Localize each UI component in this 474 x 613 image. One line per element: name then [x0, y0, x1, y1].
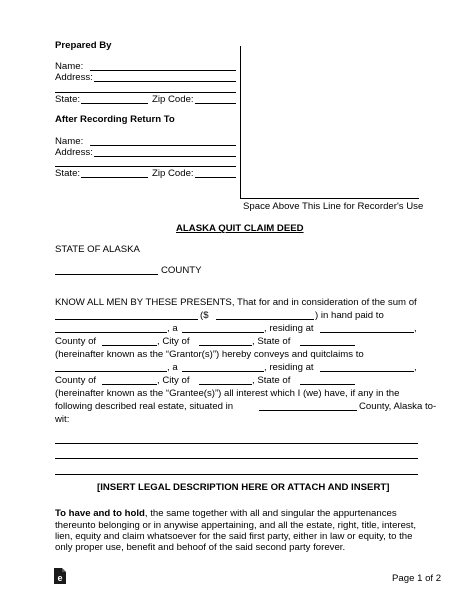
prepared-state-label: State: — [55, 94, 81, 105]
comma-2: , — [414, 362, 417, 373]
grantee-line: (hereinafter known as the “Grantee(s)”) all interest which I (we) have, if any in the — [55, 388, 400, 399]
grantee-status-field[interactable] — [182, 371, 264, 372]
prepared-name-field[interactable] — [90, 70, 236, 71]
description-line-1[interactable] — [55, 443, 418, 444]
a-label-2: , a — [167, 362, 178, 373]
prepared-by-heading: Prepared By — [55, 40, 112, 51]
grantor-city-field[interactable] — [199, 345, 252, 346]
comma-1: , — [414, 323, 417, 334]
return-zip-field[interactable] — [195, 177, 236, 178]
prepared-address-field[interactable] — [94, 81, 236, 82]
recorder-vertical-line — [240, 46, 241, 198]
return-address-line2[interactable] — [55, 166, 236, 167]
grantee-paid-name-field[interactable] — [55, 332, 167, 333]
recorder-horizontal-line — [240, 198, 419, 199]
grantee-county-field[interactable] — [102, 384, 157, 385]
prepared-address-line2[interactable] — [55, 92, 236, 93]
residing-label-2: , residing at — [264, 362, 314, 373]
dollar-close: ) in hand paid to — [315, 310, 384, 321]
grantee-name-field[interactable] — [55, 371, 167, 372]
property-county-field[interactable] — [259, 410, 357, 411]
eforms-logo-icon — [53, 567, 67, 585]
grantor-county-field[interactable] — [102, 345, 157, 346]
habendum-line-3: lien, equity and claim whatsoever for the said first party, either in law or equity, to the — [55, 531, 413, 542]
county-field[interactable] — [55, 274, 158, 275]
prepared-zip-field[interactable] — [195, 103, 236, 104]
legal-description-placeholder: [INSERT LEGAL DESCRIPTION HERE OR ATTACH AND INSERT] — [97, 482, 390, 493]
state-line: STATE OF ALASKA — [55, 244, 140, 255]
county-of-label-1: County of — [55, 336, 97, 347]
grantor-address-field[interactable] — [320, 332, 414, 333]
body-line-1: KNOW ALL MEN BY THESE PRESENTS, That for and in consideration of the sum of — [55, 297, 417, 308]
county-of-label-2: County of — [55, 375, 97, 386]
habendum-line-1 — [55, 508, 397, 519]
return-name-field[interactable] — [90, 145, 236, 146]
city-of-label-1: , City of — [157, 336, 190, 347]
recorder-note: Space Above This Line for Recorder's Use — [243, 201, 424, 212]
return-state-label: State: — [55, 168, 81, 179]
description-line-3[interactable] — [55, 474, 418, 475]
habendum-line-4: only proper use, benefit and behoof of the said second party forever. — [55, 542, 346, 553]
return-address-field[interactable] — [94, 156, 236, 157]
a-label-1: , a — [167, 323, 178, 334]
return-zip-label: Zip Code: — [152, 168, 194, 179]
page-title: ALASKA QUIT CLAIM DEED — [176, 223, 304, 234]
state-of-label-2: , State of — [252, 375, 291, 386]
consideration-amount-field[interactable] — [216, 319, 314, 320]
habendum-line-2: thereunto belonging or in anywise appertaining, and all the estate, right, title, interest, — [55, 520, 417, 531]
return-address-label: Address: — [55, 147, 93, 158]
prepared-zip-label: Zip Code: — [152, 94, 194, 105]
habendum-bold: To have and to hold — [55, 508, 145, 519]
grantor-status-field[interactable] — [182, 332, 264, 333]
grantor-line: (hereinafter known as the “Grantor(s)”) hereby conveys and quitclaims to — [55, 349, 364, 360]
description-line-2[interactable] — [55, 458, 418, 459]
described-post: County, Alaska to- — [359, 401, 437, 412]
wit-label: wit: — [55, 414, 70, 425]
habendum-line-1-text: , the same together with all and singular the appurtenances — [144, 508, 397, 519]
grantor-state-field[interactable] — [300, 345, 355, 346]
grantee-state-field[interactable] — [300, 384, 355, 385]
return-state-field[interactable] — [81, 177, 148, 178]
residing-label-1: , residing at — [264, 323, 314, 334]
county-label: COUNTY — [161, 265, 202, 276]
grantee-city-field[interactable] — [199, 384, 252, 385]
prepared-name-label: Name: — [55, 61, 84, 72]
consideration-words-field[interactable] — [55, 319, 198, 320]
state-of-label-1: , State of — [252, 336, 291, 347]
dollar-open: ($ — [200, 310, 209, 321]
prepared-state-field[interactable] — [81, 103, 148, 104]
svg-text:e: e — [57, 573, 63, 583]
page-number: Page 1 of 2 — [392, 573, 442, 584]
prepared-address-label: Address: — [55, 72, 93, 83]
described-pre: following described real estate, situated in — [55, 401, 234, 412]
city-of-label-2: , City of — [157, 375, 190, 386]
grantee-address-field[interactable] — [320, 371, 414, 372]
return-to-heading: After Recording Return To — [55, 114, 175, 125]
return-name-label: Name: — [55, 136, 84, 147]
